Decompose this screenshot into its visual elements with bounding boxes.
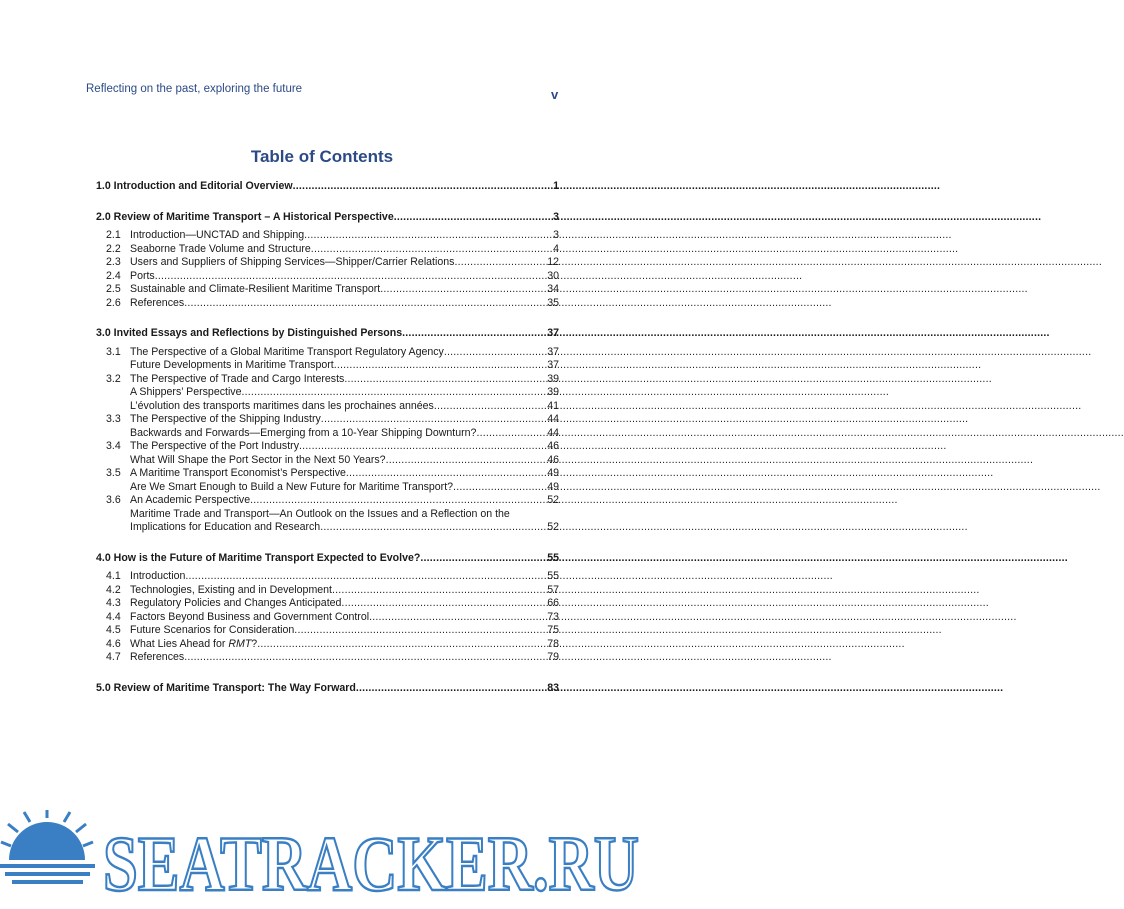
indent bbox=[96, 359, 130, 373]
item-number: 3.4 bbox=[106, 440, 121, 452]
toc-item-row[interactable] bbox=[96, 597, 559, 611]
item-title-text: Ports bbox=[130, 269, 155, 282]
toc-item-row[interactable] bbox=[96, 346, 559, 360]
item-title bbox=[130, 256, 454, 270]
item-title-text: Future Developments in Maritime Transport bbox=[130, 359, 334, 371]
toc-section-row[interactable] bbox=[96, 682, 559, 696]
item-title-text: Introduction bbox=[130, 570, 186, 582]
leader-dots bbox=[444, 346, 546, 360]
leader-dots bbox=[185, 570, 546, 584]
page-ref: 49 bbox=[547, 480, 559, 493]
page-ref: 52 bbox=[547, 521, 559, 533]
page-ref: 75 bbox=[547, 624, 559, 636]
page-ref: 79 bbox=[547, 651, 559, 663]
item-title-text: What Lies Ahead for bbox=[130, 637, 229, 650]
item-title-line2: Implications for Education and Research bbox=[130, 521, 321, 533]
leader-dots bbox=[321, 413, 546, 427]
page-ref: 1 bbox=[553, 180, 559, 192]
toc-item-row[interactable] bbox=[96, 229, 559, 243]
item-number: 2.4 bbox=[106, 269, 121, 282]
toc-item-row-wrapped-cont[interactable] bbox=[96, 521, 559, 535]
page-ref: 39 bbox=[547, 372, 559, 385]
leader-dots bbox=[476, 427, 546, 441]
indent bbox=[96, 400, 130, 414]
indent bbox=[96, 454, 130, 468]
leader-dots bbox=[454, 256, 546, 270]
page-ref: 35 bbox=[547, 296, 559, 309]
leader-dots bbox=[293, 180, 552, 194]
item-title bbox=[130, 611, 369, 625]
section-title: 3.0 Invited Essays and Reflections by Distinguished Persons bbox=[96, 327, 403, 339]
item-title-text: The Perspective of the Shipping Industry bbox=[130, 413, 321, 425]
leader-dots bbox=[402, 327, 546, 341]
page-ref: 44 bbox=[547, 413, 559, 425]
item-title bbox=[130, 597, 341, 611]
item-title bbox=[130, 467, 346, 481]
page-ref: 55 bbox=[547, 551, 559, 564]
item-title bbox=[130, 373, 344, 387]
leader-dots bbox=[184, 297, 546, 311]
item-title bbox=[130, 400, 434, 414]
item-title bbox=[130, 570, 185, 584]
toc-item-row[interactable] bbox=[96, 624, 559, 638]
item-title bbox=[130, 386, 242, 400]
item-title-text: A Shippers’ Perspective bbox=[130, 386, 242, 398]
watermark-text: SEATRACKER.RU bbox=[103, 820, 639, 907]
page-ref: 52 bbox=[547, 494, 559, 506]
item-number: 3.6 bbox=[106, 494, 121, 506]
leader-dots bbox=[334, 359, 546, 373]
leader-dots bbox=[420, 552, 546, 566]
page-ref: 30 bbox=[547, 269, 559, 282]
page-ref: 3 bbox=[553, 210, 559, 223]
toc-title: Table of Contents bbox=[250, 147, 394, 166]
page-ref: 3 bbox=[553, 229, 559, 241]
toc-item-row[interactable] bbox=[96, 373, 559, 387]
leader-dots bbox=[257, 638, 546, 652]
section-title: 1.0 Introduction and Editorial Overview bbox=[96, 180, 293, 192]
toc-item-row[interactable] bbox=[96, 494, 559, 508]
page-ref: 46 bbox=[547, 453, 559, 466]
item-title bbox=[130, 229, 304, 243]
leader-dots bbox=[434, 400, 546, 414]
toc-item-row[interactable] bbox=[96, 481, 559, 495]
page-ref: 34 bbox=[547, 283, 559, 295]
item-title-text: Technologies, Existing and in Development bbox=[130, 583, 332, 596]
section-title: 2.0 Review of Maritime Transport – A Historical Perspective bbox=[96, 210, 394, 223]
item-title-text: The Perspective of the Port Industry bbox=[130, 440, 299, 452]
item-title-text: L’évolution des transports maritimes dans les prochaines années bbox=[130, 399, 434, 412]
item-number: 2.1 bbox=[106, 229, 121, 241]
item-title bbox=[130, 651, 184, 665]
toc-section-row[interactable] bbox=[96, 180, 559, 194]
leader-dots bbox=[341, 597, 546, 611]
table-of-contents bbox=[96, 180, 559, 700]
leader-dots bbox=[394, 211, 552, 225]
item-title-text: Backwards and Forwards—Emerging from a 10-Year Shipping Downturn? bbox=[130, 426, 477, 439]
indent bbox=[96, 508, 130, 522]
item-title-text: Introduction—UNCTAD and Shipping bbox=[130, 229, 305, 241]
item-number: 4.1 bbox=[106, 570, 121, 582]
toc-item-row[interactable] bbox=[96, 638, 559, 652]
item-title bbox=[130, 454, 386, 468]
page-ref: 83 bbox=[547, 681, 559, 694]
leader-dots bbox=[386, 454, 547, 468]
page-ref: 37 bbox=[547, 345, 559, 358]
watermark bbox=[0, 808, 644, 909]
item-title bbox=[130, 283, 380, 297]
page-ref: 73 bbox=[547, 610, 559, 623]
indent bbox=[96, 427, 130, 441]
toc-item-row[interactable] bbox=[96, 584, 559, 598]
item-title-end: ? bbox=[251, 637, 258, 650]
item-number: 3.5 bbox=[106, 467, 121, 479]
item-number: 2.3 bbox=[106, 256, 121, 268]
item-title-text: References bbox=[130, 651, 185, 663]
leader-dots bbox=[155, 270, 546, 284]
section-title: 4.0 How is the Future of Maritime Transport Expected to Evolve? bbox=[96, 551, 421, 564]
page-ref: 46 bbox=[547, 440, 559, 452]
toc-item-row[interactable] bbox=[96, 570, 559, 584]
item-number: 2.2 bbox=[106, 242, 121, 255]
item-number: 4.6 bbox=[106, 637, 121, 650]
item-title-text: Future Scenarios for Consideration bbox=[130, 624, 295, 636]
toc-item-row[interactable] bbox=[96, 283, 559, 297]
item-title bbox=[130, 243, 311, 257]
item-title-text: Regulatory Policies and Changes Anticipated bbox=[130, 597, 342, 609]
leader-dots bbox=[356, 682, 546, 696]
item-title-text: Users and Suppliers of Shipping Services—Shipper/Carrier Relations bbox=[130, 256, 455, 268]
page-ref: 66 bbox=[547, 597, 559, 609]
toc-section-row[interactable] bbox=[96, 327, 559, 341]
item-title bbox=[130, 440, 299, 454]
toc-item-row[interactable] bbox=[96, 427, 559, 441]
item-title bbox=[130, 270, 155, 284]
toc-item-row[interactable] bbox=[96, 243, 559, 257]
page-ref: 12 bbox=[547, 256, 559, 268]
toc-section-row[interactable] bbox=[96, 552, 559, 566]
toc-item-row[interactable] bbox=[96, 651, 559, 665]
toc-item-row[interactable] bbox=[96, 386, 559, 400]
item-title bbox=[130, 494, 250, 508]
item-title bbox=[130, 427, 476, 441]
item-title bbox=[130, 624, 294, 638]
page-ref: 44 bbox=[547, 426, 559, 439]
item-title bbox=[130, 413, 321, 427]
leader-dots bbox=[184, 651, 546, 665]
page-ref: 57 bbox=[547, 583, 559, 596]
item-number: 3.2 bbox=[106, 372, 121, 385]
toc-item-row[interactable] bbox=[96, 611, 559, 625]
item-title-text: The Perspective of a Global Maritime Transport Regulatory Agency bbox=[130, 345, 444, 358]
page-ref: 37 bbox=[547, 359, 559, 371]
toc-item-row-wrapped[interactable] bbox=[96, 508, 559, 522]
indent bbox=[96, 386, 130, 400]
toc-section-row[interactable] bbox=[96, 211, 559, 225]
leader-dots bbox=[346, 467, 546, 481]
toc-item-row[interactable] bbox=[96, 413, 559, 427]
leader-dots bbox=[242, 386, 547, 400]
item-title bbox=[130, 346, 444, 360]
page-ref: 55 bbox=[547, 570, 559, 582]
leader-dots bbox=[311, 243, 552, 257]
leader-dots bbox=[294, 624, 546, 638]
item-title bbox=[130, 297, 184, 311]
leader-dots bbox=[320, 521, 546, 535]
item-number: 3.1 bbox=[106, 345, 121, 358]
item-title bbox=[130, 584, 332, 598]
item-title-text: An Academic Perspective bbox=[130, 494, 251, 506]
item-title-text: References bbox=[130, 296, 185, 309]
leader-dots bbox=[453, 481, 546, 495]
item-title-line1: Maritime Trade and Transport—An Outlook on the Issues and a Reflection on the bbox=[130, 507, 510, 520]
item-title-text: What Will Shape the Port Sector in the Next 50 Years? bbox=[130, 453, 386, 466]
toc-item-row[interactable] bbox=[96, 256, 559, 270]
item-title-text: A Maritime Transport Economist’s Perspective bbox=[130, 467, 346, 479]
leader-dots bbox=[250, 494, 546, 508]
leader-dots bbox=[369, 611, 546, 625]
sun-logo-icon bbox=[0, 810, 95, 884]
item-title-text: The Perspective of Trade and Cargo Interests bbox=[130, 372, 345, 385]
section-title: 5.0 Review of Maritime Transport: The Way Forward bbox=[96, 681, 356, 694]
leader-dots bbox=[304, 229, 552, 243]
item-number: 4.5 bbox=[106, 624, 121, 636]
toc-item-row[interactable] bbox=[96, 454, 559, 468]
page-ref: 39 bbox=[547, 386, 559, 398]
item-title-text: Are We Smart Enough to Build a New Future for Maritime Transport? bbox=[130, 480, 454, 493]
item-number: 2.5 bbox=[106, 283, 121, 295]
page-ref: 4 bbox=[553, 242, 559, 255]
item-title-italic: RMT bbox=[228, 637, 252, 650]
leader-dots bbox=[299, 440, 546, 454]
item-number: 4.3 bbox=[106, 597, 121, 609]
toc-item-row[interactable] bbox=[96, 297, 559, 311]
page-number: v bbox=[551, 87, 559, 102]
item-number: 3.3 bbox=[106, 413, 121, 425]
item-title bbox=[130, 359, 334, 373]
item-title-text: Factors Beyond Business and Government Control bbox=[130, 610, 370, 623]
item-number: 2.6 bbox=[106, 296, 121, 309]
item-number: 4.2 bbox=[106, 583, 121, 596]
item-number: 4.4 bbox=[106, 610, 121, 623]
toc-item-row[interactable] bbox=[96, 467, 559, 481]
item-title bbox=[130, 638, 257, 652]
toc-item-row[interactable] bbox=[96, 270, 559, 284]
leader-dots bbox=[344, 373, 546, 387]
item-title bbox=[130, 481, 453, 495]
page-ref: 49 bbox=[547, 467, 559, 479]
page-ref: 37 bbox=[547, 327, 559, 339]
indent bbox=[96, 521, 130, 535]
page-ref: 78 bbox=[547, 637, 559, 650]
toc-item-row[interactable] bbox=[96, 400, 559, 414]
item-title-text: Sustainable and Climate-Resilient Maritime Transport bbox=[130, 283, 381, 295]
item-number: 4.7 bbox=[106, 651, 121, 663]
toc-item-row[interactable] bbox=[96, 359, 559, 373]
running-header: Reflecting on the past, exploring the future bbox=[86, 83, 303, 95]
leader-dots bbox=[380, 283, 546, 297]
indent bbox=[96, 481, 130, 495]
page-ref: 41 bbox=[547, 399, 559, 412]
toc-item-row[interactable] bbox=[96, 440, 559, 454]
leader-dots bbox=[332, 584, 546, 598]
item-title-text: Seaborne Trade Volume and Structure bbox=[130, 242, 311, 255]
